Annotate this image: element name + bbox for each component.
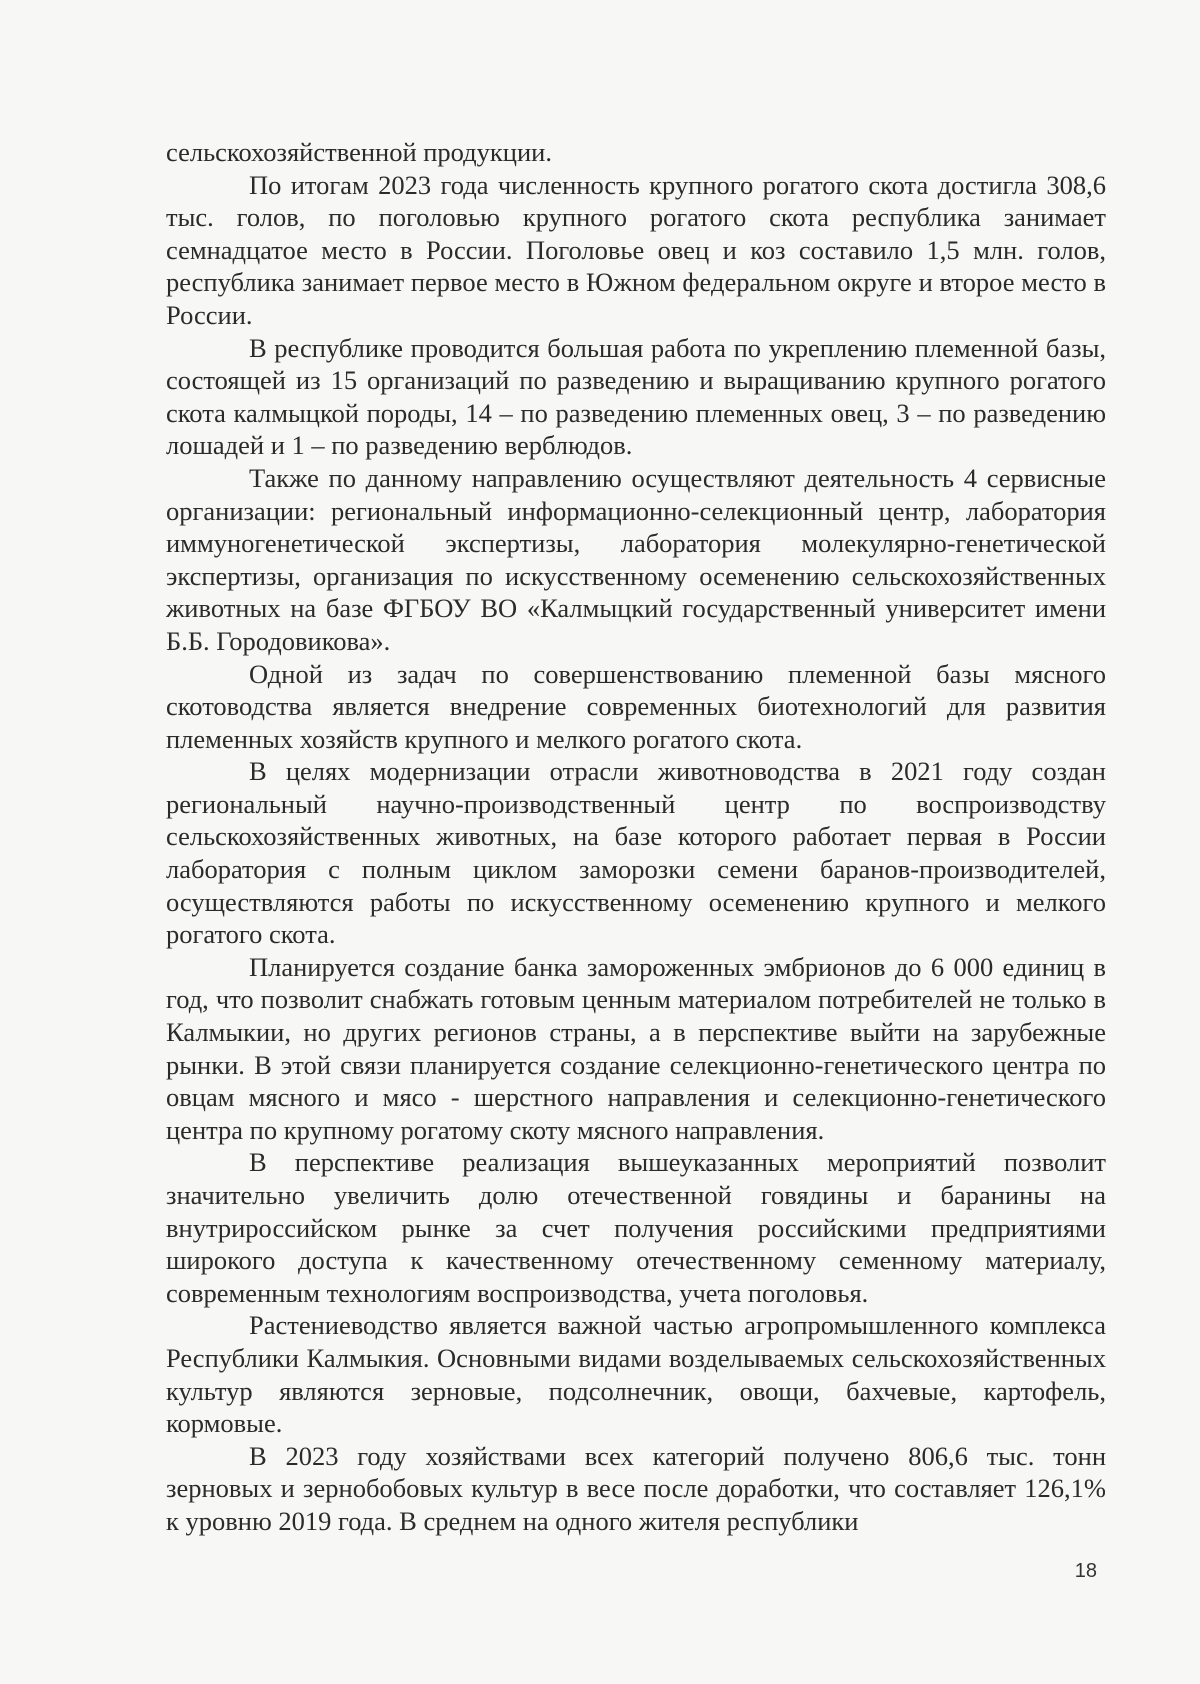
paragraph-modernization-center: В целях модернизации отрасли животноводства в 2021 году создан региональный научно-производственный центр по воспроизводству сельскохозяйственных животных, на базе которого работает первая в России лаборатория с полным циклом заморозки семени баранов-производителей, осуществляются работы по искусственному осеменению крупного и мелкого рогатого скота.: [166, 756, 1106, 950]
paragraph-crop-production: Растениеводство является важной частью агропромышленного комплекса Республики Калмыкия. Основными видами возделываемых сельскохозяйственных культур являются зерновые, подсолнечник, овощи, бахчевые, картофель, кормовые.: [166, 1310, 1106, 1439]
paragraph-livestock-numbers: По итогам 2023 года численность крупного рогатого скота достигла 308,6 тыс. голов, по поголовью крупного рогатого скота республика занимает семнадцатое место в России. Поголовье овец и коз составило 1,5 млн. голов, республика занимает первое место в Южном федеральном округе и второе место в России.: [166, 169, 1106, 330]
paragraph-breeding-base: В республике проводится большая работа по укреплению племенной базы, состоящей из 15 организаций по разведению и выращиванию крупного рогатого скота калмыцкой породы, 14 – по разведению племенных овец, 3 – по разведению лошадей и 1 – по разведению верблюдов.: [166, 332, 1106, 461]
document-body: [166, 136, 1106, 1538]
page-number: 18: [1074, 1560, 1097, 1582]
paragraph-biotechnology: Одной из задач по совершенствованию племенной базы мясного скотоводства является внедрение современных биотехнологий для развития племенных хозяйств крупного и мелкого рогатого скота.: [166, 658, 1106, 754]
paragraph-continuation: сельскохозяйственной продукции.: [166, 137, 552, 167]
paragraph-embryo-bank: Планируется создание банка замороженных эмбрионов до 6 000 единиц в год, что позволит снабжать готовым ценным материалом потребителей не только в Калмыкии, но других регионов страны, а в перспективе выйти на зарубежные рынки. В этой связи планируется создание селекционно-генетического центра по овцам мясного и мясо - шерстного направления и селекционно-генетического центра по крупному рогатому скоту мясного направления.: [166, 951, 1106, 1145]
paragraph-grain-harvest: В 2023 году хозяйствами всех категорий получено 806,6 тыс. тонн зерновых и зернобобовых культур в весе после доработки, что составляет 126,1% к уровню 2019 года. В среднем на одного жителя республики: [166, 1440, 1106, 1536]
paragraph-service-organizations: Также по данному направлению осуществляют деятельность 4 сервисные организации: региональный информационно-селекционный центр, лаборатория иммуногенетической экспертизы, лаборатория молекулярно-генетической экспертизы, организация по искусственному осеменению сельскохозяйственных животных на базе ФГБОУ ВО «Калмыцкий государственный университет имени Б.Б. Городовикова».: [166, 462, 1106, 656]
paragraph-prospects: В перспективе реализация вышеуказанных мероприятий позволит значительно увеличить долю отечественной говядины и баранины на внутрироссийском рынке за счет получения российскими предприятиями широкого доступа к качественному отечественному семенному материалу, современным технологиям воспроизводства, учета поголовья.: [166, 1147, 1106, 1308]
